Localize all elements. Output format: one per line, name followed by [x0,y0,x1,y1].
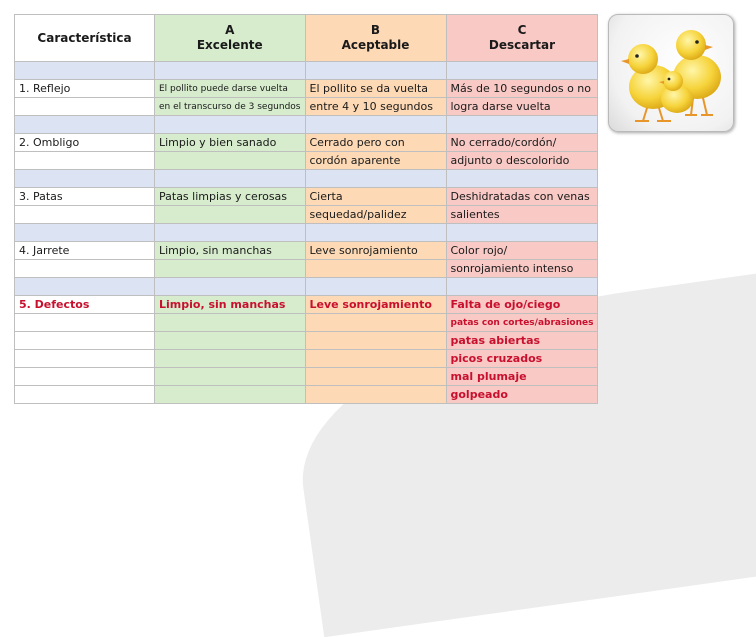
aceptable-cell: El pollito se da vuelta [305,80,446,98]
descartar-cell: picos cruzados [446,350,598,368]
table-row [15,98,598,116]
characteristic-cell [15,62,155,80]
header-column-c [446,15,598,62]
separator-row [15,170,598,188]
table-row [15,368,598,386]
header-b-label: Aceptable [341,38,410,52]
table-row [15,386,598,404]
excelente-cell [155,116,306,134]
separator-row [15,278,598,296]
descartar-cell: patas con cortes/abrasiones [446,314,598,332]
excelente-cell [155,314,306,332]
characteristic-cell [15,260,155,278]
header-a-letter: A [225,23,235,37]
aceptable-cell: Leve sonrojamiento [305,242,446,260]
excelente-cell [155,332,306,350]
descartar-cell: mal plumaje [446,368,598,386]
aceptable-cell: Cierta [305,188,446,206]
descartar-cell: Más de 10 segundos o no [446,80,598,98]
excelente-cell [155,386,306,404]
table-row [15,242,598,260]
aceptable-cell [305,314,446,332]
characteristic-cell [15,170,155,188]
characteristic-cell [15,206,155,224]
separator-row [15,224,598,242]
descartar-cell [446,62,598,80]
header-c-label: Descartar [488,38,556,52]
aceptable-cell: entre 4 y 10 segundos [305,98,446,116]
table-row [15,80,598,98]
descartar-cell [446,170,598,188]
aceptable-cell [305,386,446,404]
separator-row [15,116,598,134]
excelente-cell [155,206,306,224]
aceptable-cell [305,62,446,80]
characteristic-cell [15,278,155,296]
excelente-cell: Limpio, sin manchas [155,296,306,314]
aceptable-cell [305,350,446,368]
chicks-illustration [609,15,733,131]
aceptable-cell: cordón aparente [305,152,446,170]
descartar-cell [446,116,598,134]
header-column-b [305,15,446,62]
table-row [15,260,598,278]
descartar-cell: adjunto o descolorido [446,152,598,170]
excelente-cell: Limpio, sin manchas [155,242,306,260]
characteristic-cell [15,98,155,116]
excelente-cell: Patas limpias y cerosas [155,188,306,206]
descartar-cell: logra darse vuelta [446,98,598,116]
aceptable-cell [305,170,446,188]
descartar-cell: Deshidratadas con venas [446,188,598,206]
excelente-cell: Limpio y bien sanado [155,134,306,152]
descartar-cell: salientes [446,206,598,224]
table-row [15,314,598,332]
descartar-cell: patas abiertas [446,332,598,350]
descartar-cell: Falta de ojo/ciego [446,296,598,314]
excelente-cell: en el transcurso de 3 segundos [155,98,306,116]
aceptable-cell [305,278,446,296]
excelente-cell [155,350,306,368]
characteristic-cell [15,314,155,332]
header-c-letter: C [517,23,527,37]
header-characteristic-label: Característica [37,30,132,45]
table-row [15,332,598,350]
characteristic-cell: 3. Patas [15,188,155,206]
characteristic-cell: 5. Defectos [15,296,155,314]
chicks-photo [608,14,734,132]
descartar-cell: Color rojo/ [446,242,598,260]
table-body [15,62,598,404]
table-row [15,134,598,152]
excelente-cell [155,152,306,170]
header-characteristic [15,15,155,62]
descartar-cell [446,224,598,242]
table-row [15,296,598,314]
characteristic-cell: 2. Ombligo [15,134,155,152]
characteristic-cell [15,224,155,242]
aceptable-cell [305,368,446,386]
characteristic-cell [15,386,155,404]
aceptable-cell [305,332,446,350]
aceptable-cell: sequedad/palidez [305,206,446,224]
descartar-cell: sonrojamiento intenso [446,260,598,278]
table-row [15,188,598,206]
header-a-label: Excelente [196,38,263,52]
separator-row [15,62,598,80]
descartar-cell: golpeado [446,386,598,404]
descartar-cell [446,278,598,296]
descartar-cell: No cerrado/cordón/ [446,134,598,152]
characteristic-cell [15,116,155,134]
characteristic-cell [15,350,155,368]
aceptable-cell [305,224,446,242]
excelente-cell [155,278,306,296]
characteristic-cell: 4. Jarrete [15,242,155,260]
table-row [15,152,598,170]
chick-quality-table [14,14,598,404]
header-row [15,15,598,62]
excelente-cell [155,224,306,242]
aceptable-cell: Leve sonrojamiento [305,296,446,314]
header-column-a [155,15,306,62]
excelente-cell [155,368,306,386]
characteristic-cell: 1. Reflejo [15,80,155,98]
excelente-cell [155,170,306,188]
excelente-cell [155,62,306,80]
table-row [15,350,598,368]
header-b-letter: B [370,23,381,37]
aceptable-cell [305,260,446,278]
table-row [15,206,598,224]
characteristic-cell [15,332,155,350]
excelente-cell: El pollito puede darse vuelta [155,80,306,98]
characteristic-cell [15,368,155,386]
aceptable-cell [305,116,446,134]
excelente-cell [155,260,306,278]
characteristic-cell [15,152,155,170]
aceptable-cell: Cerrado pero con [305,134,446,152]
